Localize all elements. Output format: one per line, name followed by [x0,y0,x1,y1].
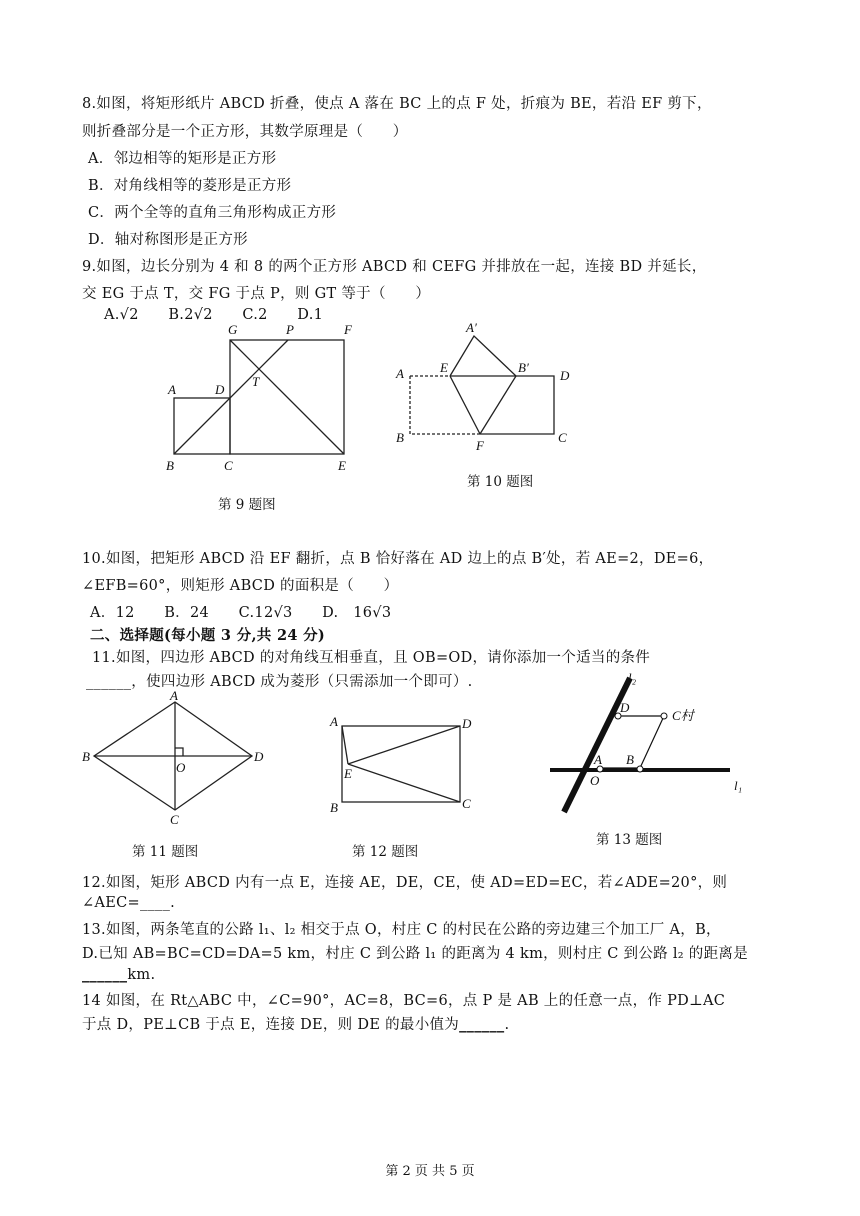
fig13-label-d: D [620,700,630,715]
fig9-label-g: G [228,322,238,337]
fig11-label-d: D [254,749,264,764]
fig12-caption: 第 12 题图 [352,844,419,860]
q8-option-c: C．两个全等的直角三角形构成正方形 [88,205,337,221]
fig12-label-a: A [330,714,338,729]
fig10-label-b-prime: B′ [518,360,529,375]
q9-options: A.√2 B.2√2 C.2 D.1 [104,307,324,323]
fig9-label-p: P [286,322,294,337]
q14-blank: ______ [459,1016,505,1033]
fig13-label-b: B [626,752,634,767]
fig13-label-o: O [590,773,600,788]
figure-12 [326,712,486,816]
figure-9 [160,320,360,480]
figure-11 [82,688,272,827]
fig13-label-l1: l₁ [734,778,743,793]
fig13-label-l2: l₂ [628,670,637,685]
fig11-label-a: A [170,688,178,703]
fig10-label-a-prime: A′ [466,320,477,335]
fig11-label-c: C [170,812,179,827]
fig12-label-e: E [344,766,352,781]
q11-line1: 11.如图，四边形 ABCD 的对角线互相垂直，且 OB=OD，请你添加一个适当的条件 [92,650,651,666]
fig13-label-a: A [594,752,602,767]
fig11-caption: 第 11 题图 [132,844,199,860]
q13-unit: km. [127,967,156,983]
fig9-label-t: T [252,374,260,389]
fig10-label-f: F [476,438,484,453]
fig12-label-c: C [462,796,471,811]
q8-option-a: A．邻边相等的矩形是正方形 [88,151,277,167]
q12-line2: ∠AEC=____. [82,895,176,911]
q8-line2: 则折叠部分是一个正方形，其数学原理是（ ） [82,124,408,140]
fig10-label-a: A [396,366,404,381]
fig9-label-b: B [166,458,174,473]
fig9-label-f: F [344,322,352,337]
fig10-label-d: D [560,368,570,383]
fig9-label-c: C [224,458,233,473]
fig9-label-a: A [168,382,176,397]
fig9-label-e: E [338,458,346,473]
q14-line2 [82,1013,509,1034]
fig10-label-e: E [440,360,448,375]
figure-10 [390,320,590,453]
q13-blank: ______ [82,966,128,983]
q8-line1: 8.如图，将矩形纸片 ABCD 折叠，使点 A 落在 BC 上的点 F 处，折痕为 BE，若沿 EF 剪下， [82,96,712,112]
fig11-label-b: B [82,749,90,764]
fig13-caption: 第 13 题图 [596,832,663,848]
q14-line2-text: 于点 D，PE⊥CB 于点 E，连接 DE，则 DE 的最小值为 [82,1017,460,1033]
fig10-label-c: C [558,430,567,445]
fig12-label-d: D [462,716,472,731]
q12-line1: 12.如图，矩形 ABCD 内有一点 E，连接 AE，DE，CE，使 AD=ED=EC，若∠ADE=20°，则 [82,875,728,891]
fig11-label-o: O [176,760,186,775]
section-2-title: 二、选择题(每小题 3 分,共 24 分) [90,627,326,644]
q8-option-b: B．对角线相等的菱形是正方形 [88,178,292,194]
fig9-caption: 第 9 题图 [218,497,276,513]
q13-line2: D.已知 AB=BC=CD=DA=5 km，村庄 C 到公路 l₁ 的距离为 4 km，则村庄 C 到公路 l₂ 的距离是 [82,946,748,962]
q9-line2: 交 EG 于点 T，交 FG 于点 P，则 GT 等于（ ） [82,286,431,302]
fig9-label-d: D [215,382,225,397]
q10-line1: 10.如图，把矩形 ABCD 沿 EF 翻折，点 B 恰好落在 AD 边上的点 B′处，若 AE=2，DE=6， [82,551,714,567]
page-footer: 第 2 页 共 5 页 [385,1164,475,1179]
q14-end: . [504,1017,510,1033]
fig13-label-c-village: C村 [672,708,694,723]
q11-line2: ______，使四边形 ABCD 成为菱形（只需添加一个即可）. [86,674,473,690]
q8-option-d: D．轴对称图形是正方形 [88,232,248,248]
q13-line3 [82,966,155,983]
q9-line1: 9.如图，边长分别为 4 和 8 的两个正方形 ABCD 和 CEFG 并排放在一起，连接 BD 并延长， [82,259,707,275]
q14-line1: 14 如图，在 Rt△ABC 中，∠C=90°，AC=8，BC=6，点 P 是 AB 上的任意一点，作 PD⊥AC [82,993,726,1009]
q13-line1: 13.如图，两条笔直的公路 l₁、l₂ 相交于点 O，村庄 C 的村民在公路的旁边建三个加工厂 A，B， [82,922,721,938]
fig10-caption: 第 10 题图 [467,474,534,490]
fig12-label-b: B [330,800,338,815]
fig10-label-b: B [396,430,404,445]
q10-options: A．12 B．24 C.12√3 D. 16√3 [90,605,392,621]
figure-13 [548,672,748,822]
q10-line2: ∠EFB=60°，则矩形 ABCD 的面积是（ ） [82,578,399,594]
